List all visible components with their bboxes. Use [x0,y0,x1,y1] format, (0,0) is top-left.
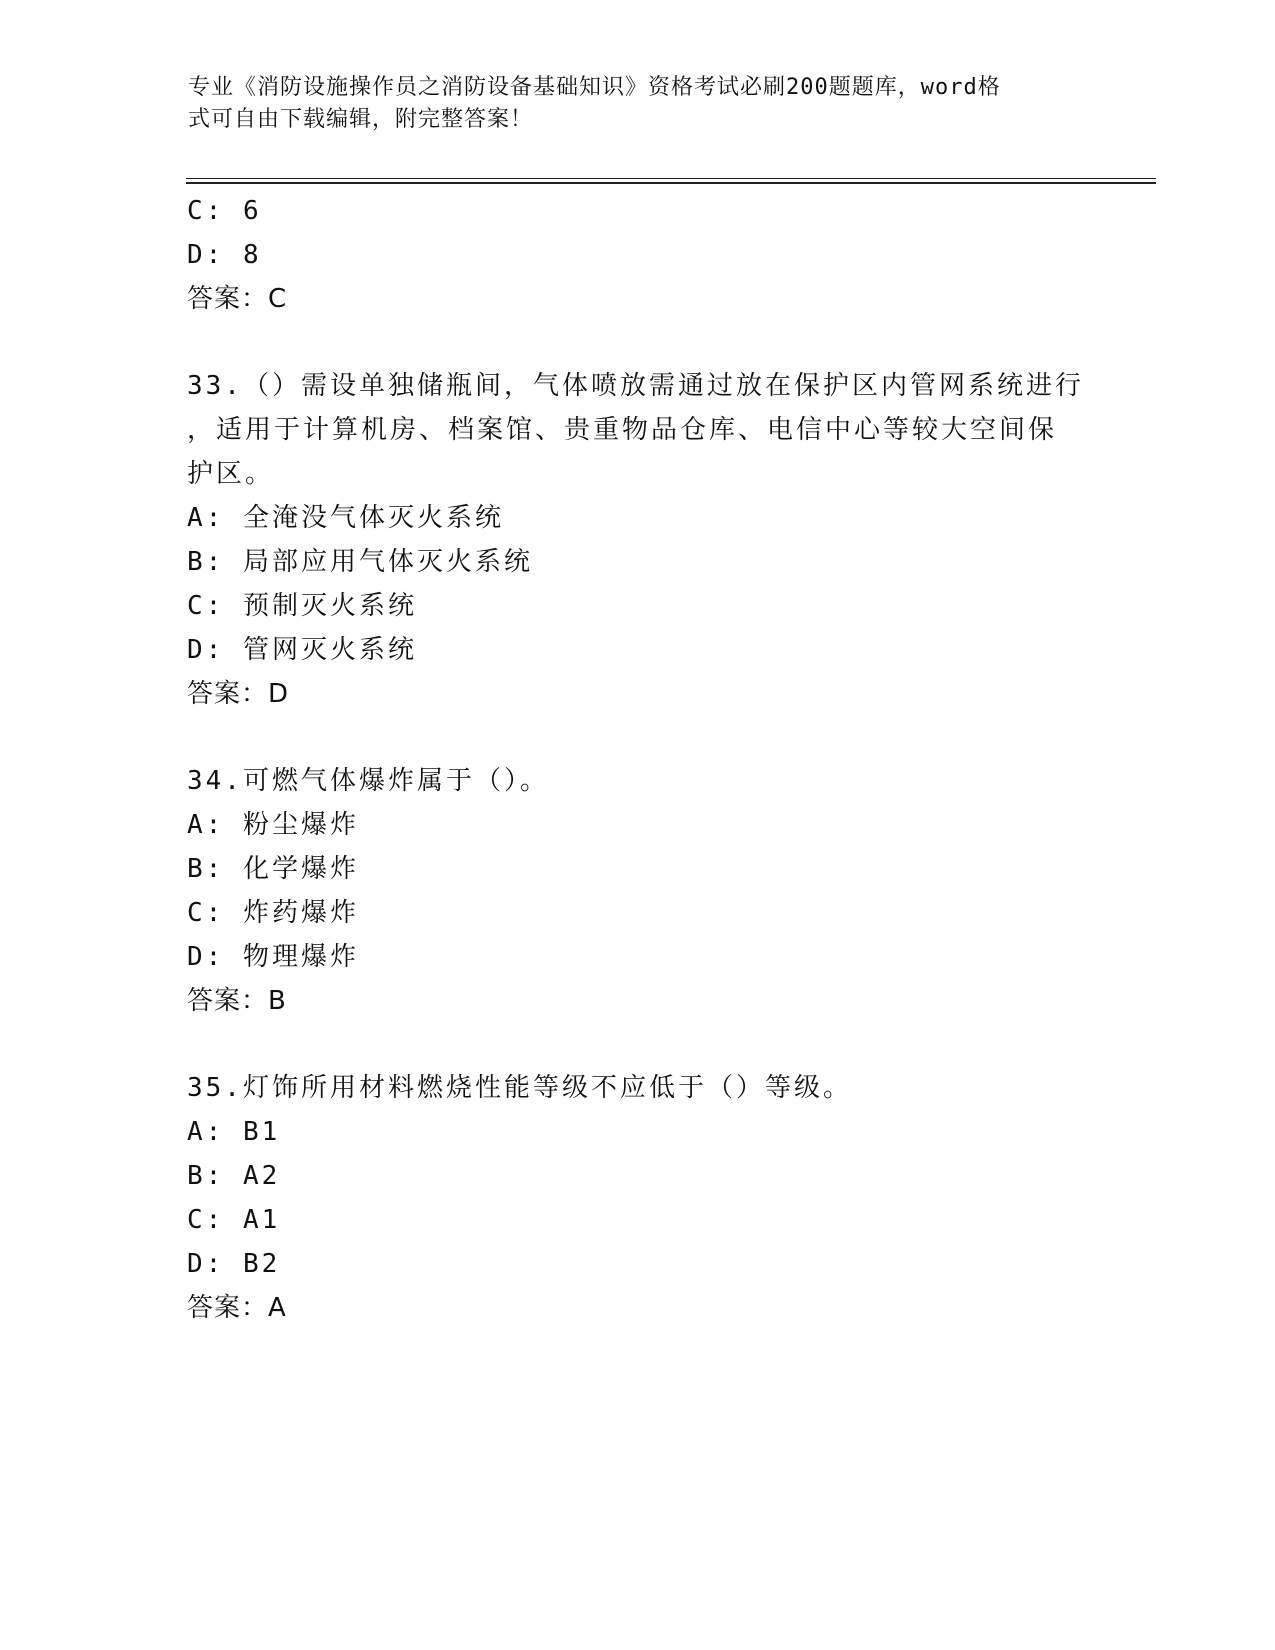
header-line-2: 式可自由下载编辑，附完整答案！ [188,107,534,132]
q35-stem: 35.灯饰所用材料燃烧性能等级不应低于（）等级。 [187,1073,852,1103]
q33-option-c: C: 预制灭火系统 [187,591,417,621]
q34-option-c: C: 炸药爆炸 [187,898,359,928]
q34-option-a: A: 粉尘爆炸 [187,810,359,840]
q33-option-b: B: 局部应用气体灭火系统 [187,547,533,577]
prev-option-d: D: 8 [187,240,262,270]
q35-option-a: A: B1 [187,1117,281,1147]
q33-stem-line-3: 护区。 [187,459,275,489]
header-line-1: 专业《消防设施操作员之消防设备基础知识》资格考试必刷200题题库，word格 [188,75,1001,100]
q34-stem: 34.可燃气体爆炸属于（）。 [187,766,549,796]
q35-option-b: B: A2 [187,1161,281,1191]
q35-answer: 答案：A [187,1293,287,1323]
q35-option-d: D: B2 [187,1249,281,1279]
document-header [188,72,1068,136]
q33-option-d: D: 管网灭火系统 [187,635,417,665]
q33-stem-line-1: 33.（）需设单独储瓶间，气体喷放需通过放在保护区内管网系统进行 [187,371,1084,401]
q33-stem-line-2: ，适用于计算机房、档案馆、贵重物品仓库、电信中心等较大空间保 [187,415,1058,445]
q34-option-d: D: 物理爆炸 [187,942,359,972]
q35-option-c: C: A1 [187,1205,281,1235]
header-divider-thin [186,178,1156,179]
prev-option-c: C: 6 [187,196,262,226]
q33-answer: 答案：D [187,679,290,709]
header-divider-thick [186,182,1156,184]
q34-option-b: B: 化学爆炸 [187,854,359,884]
q34-answer: 答案：B [187,986,287,1016]
q33-option-a: A: 全淹没气体灭火系统 [187,503,504,533]
prev-answer: 答案：C [187,284,288,314]
